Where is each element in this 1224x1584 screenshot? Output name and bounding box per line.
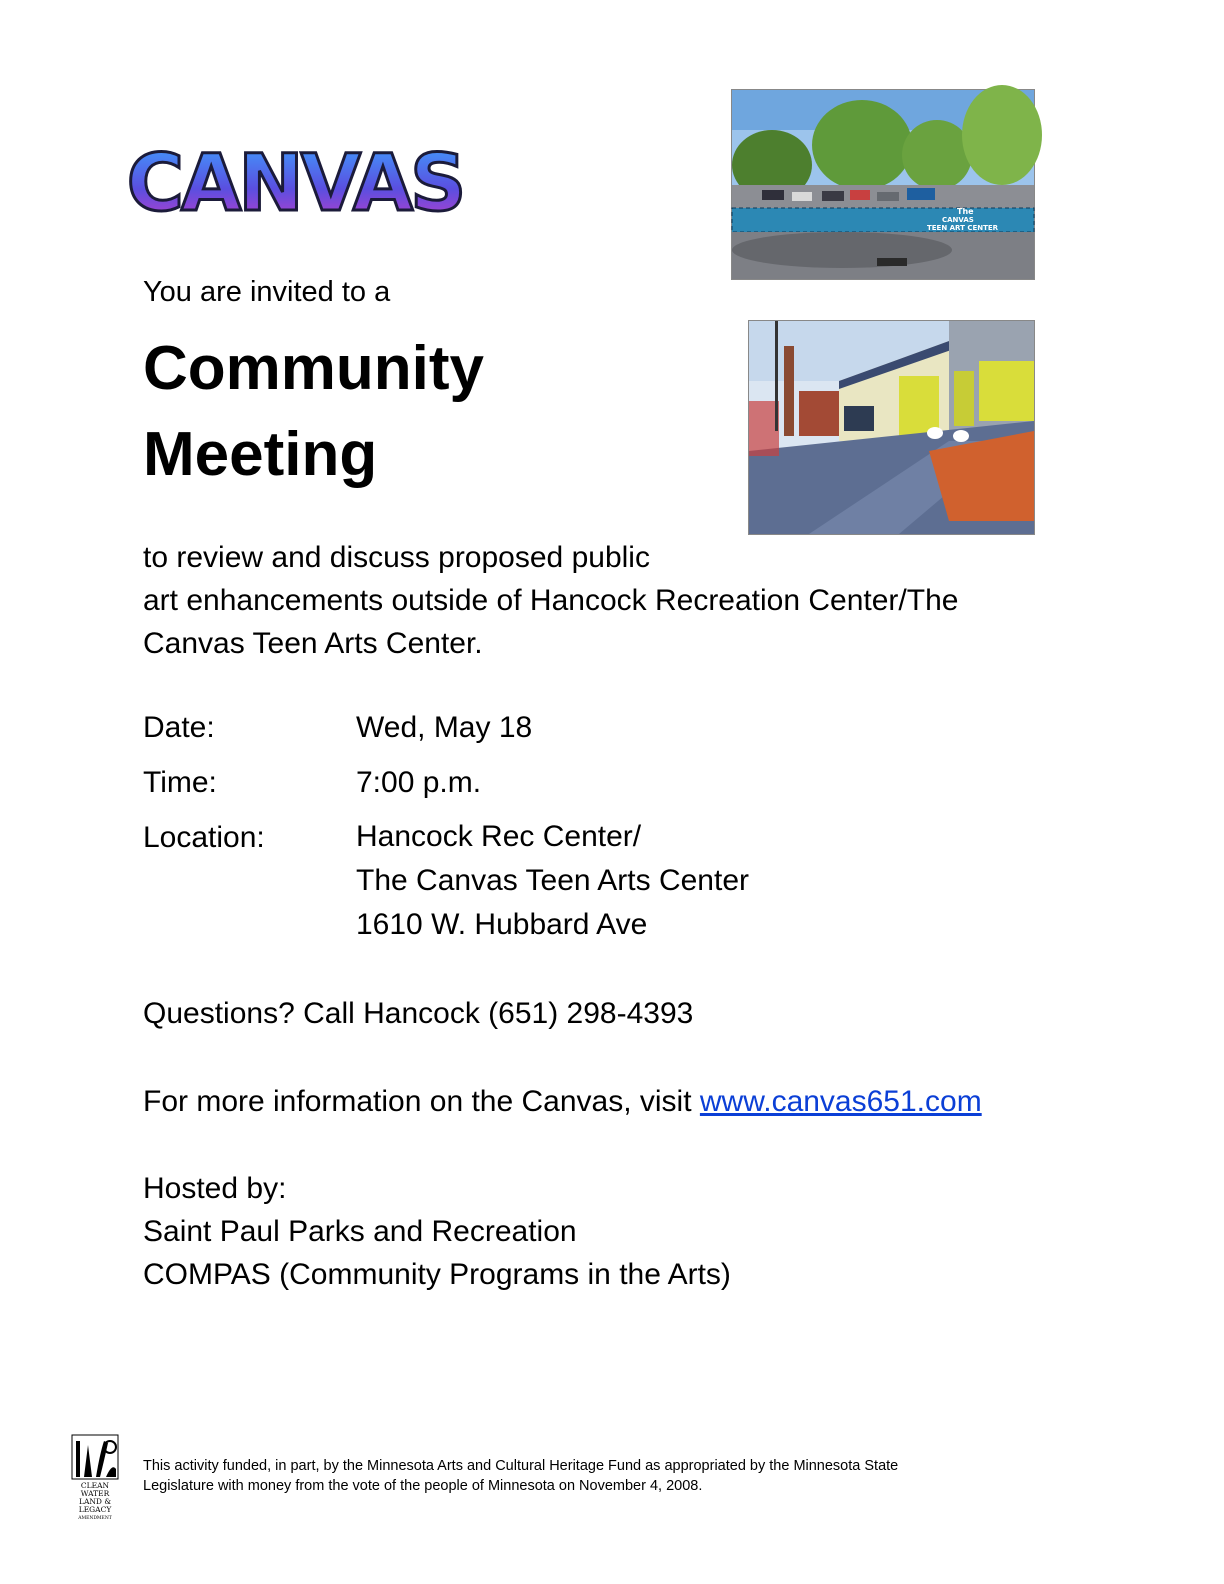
date-label: Date: — [143, 711, 215, 744]
intro-line-2: art enhancements outside of Hancock Recreation Center/The — [143, 584, 959, 617]
intro-text — [143, 536, 958, 665]
title-line-1: Community — [143, 334, 484, 403]
title-line-2: Meeting — [143, 420, 378, 489]
sign-text-2: CANVAS — [942, 216, 974, 224]
host-2: COMPAS (Community Programs in the Arts) — [143, 1258, 731, 1291]
logo-line-3: LAND & — [78, 1497, 112, 1506]
funding-line-1: This activity funded, in part, by the Minnesota Arts and Cultural Heritage Fund as appropriated by the Minnesota State — [143, 1458, 899, 1474]
sign-text-3: TEEN ART CENTER — [927, 224, 999, 232]
legacy-amendment-icon — [70, 1433, 120, 1523]
more-info-prefix: For more information on the Canvas, visit — [143, 1085, 700, 1118]
logo-line-5: AMENDMENT — [78, 1516, 112, 1521]
intro-line-3: Canvas Teen Arts Center. — [143, 627, 483, 660]
photo-building — [748, 320, 1035, 535]
funding-line-2: Legislature with money from the vote of the people of Minnesota on November 4, 2008. — [143, 1478, 703, 1494]
sign-text-1: The — [957, 207, 974, 216]
location-line-3: 1610 W. Hubbard Ave — [356, 908, 648, 941]
hosted-by — [143, 1167, 731, 1296]
logo-line-1: CLEAN — [80, 1481, 110, 1490]
questions-text: Questions? Call Hancock (651) 298-4393 — [143, 997, 694, 1030]
host-1: Saint Paul Parks and Recreation — [143, 1215, 577, 1248]
hosted-by-heading: Hosted by: — [143, 1172, 287, 1205]
website-link[interactable]: www.canvas651.com — [699, 1085, 982, 1118]
legacy-amendment-logo — [70, 1433, 120, 1523]
date-value: Wed, May 18 — [356, 711, 533, 744]
logo-line-4: LEGACY — [78, 1505, 112, 1514]
photo-parking-lot — [731, 89, 1035, 280]
funding-notice — [143, 1456, 1023, 1496]
more-info — [143, 1080, 982, 1123]
canvas-logo-graphic — [126, 138, 464, 230]
canvas-logo — [126, 138, 464, 230]
intro-line-1: to review and discuss proposed public — [143, 541, 650, 574]
location-label: Location: — [143, 821, 265, 854]
invitation-lead: You are invited to a — [143, 276, 391, 308]
location-line-1: Hancock Rec Center/ — [356, 820, 642, 853]
time-value: 7:00 p.m. — [356, 766, 482, 799]
logo-line-2: WATER — [80, 1489, 110, 1498]
page-title — [143, 326, 484, 498]
location-value — [356, 815, 749, 947]
time-label: Time: — [143, 766, 217, 799]
location-line-2: The Canvas Teen Arts Center — [356, 864, 749, 897]
logo-text: CANVAS — [126, 139, 464, 229]
